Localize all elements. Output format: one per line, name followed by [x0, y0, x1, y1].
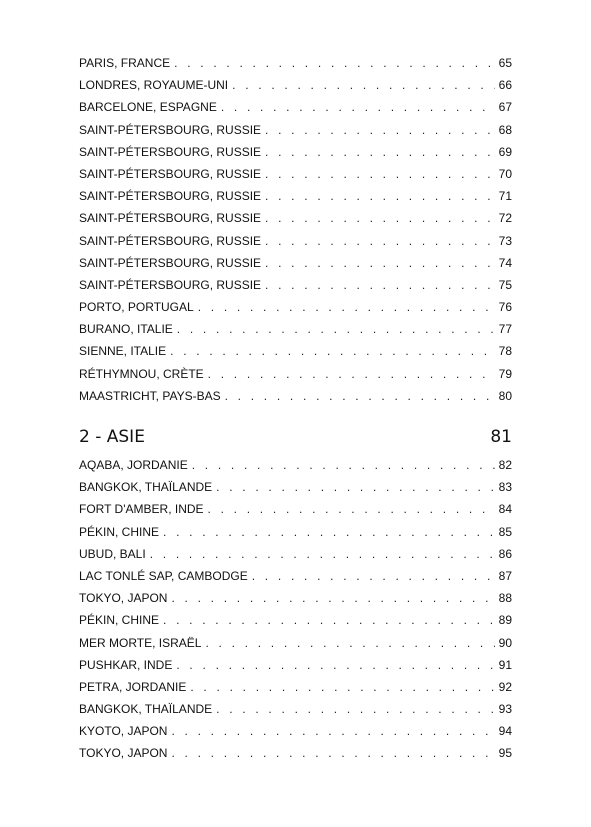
toc-entry-title: SAINT-PÉTERSBOURG, RUSSIE — [79, 211, 262, 226]
toc-entry[interactable] — [79, 742, 512, 764]
dot-leader — [221, 96, 495, 118]
toc-entry-page: 94 — [498, 724, 512, 739]
toc-entry-page: 68 — [498, 122, 512, 137]
dot-leader — [216, 476, 495, 498]
toc-entry-title: SAINT-PÉTERSBOURG, RUSSIE — [79, 122, 262, 137]
toc-entry-title: MER MORTE, ISRAËL — [79, 635, 202, 650]
toc-entry-title: BARCELONE, ESPAGNE — [79, 100, 217, 115]
toc-entry-page: 90 — [498, 635, 512, 650]
section-heading-asie[interactable] — [79, 425, 512, 449]
dot-leader — [192, 454, 495, 476]
dot-leader — [265, 207, 495, 229]
toc-entry-title: PETRA, JORDANIE — [79, 679, 187, 694]
toc-entry-page: 85 — [498, 524, 512, 539]
dot-leader — [208, 363, 495, 385]
dot-leader — [252, 565, 495, 587]
dot-leader — [265, 230, 495, 252]
toc-entry[interactable] — [79, 498, 512, 520]
toc-entry-page: 91 — [498, 657, 512, 672]
toc-entry-title: MAASTRICHT, PAYS-BAS — [79, 388, 221, 403]
dot-leader — [171, 587, 495, 609]
toc-entry-page: 77 — [498, 322, 512, 337]
toc-entry[interactable] — [79, 252, 512, 274]
dot-leader — [176, 654, 495, 676]
toc-entry-page: 80 — [498, 388, 512, 403]
toc-entry-page: 75 — [498, 277, 512, 292]
toc-entry-title: AQABA, JORDANIE — [79, 458, 188, 472]
toc-entry[interactable] — [79, 207, 512, 229]
toc-entry-page: 71 — [498, 189, 512, 204]
section-page-number: 81 — [490, 427, 512, 447]
dot-leader — [198, 296, 495, 318]
toc-entry-title: SAINT-PÉTERSBOURG, RUSSIE — [79, 144, 262, 159]
dot-leader — [265, 141, 495, 163]
toc-entry-page: 86 — [498, 546, 512, 561]
dot-leader — [265, 185, 495, 207]
toc-entry-page: 84 — [498, 502, 512, 517]
toc-entry[interactable] — [79, 587, 512, 609]
toc-entry[interactable] — [79, 141, 512, 163]
toc-entry-page: 66 — [498, 78, 512, 93]
toc-entry[interactable] — [79, 163, 512, 185]
toc-entry-title: SAINT-PÉTERSBOURG, RUSSIE — [79, 166, 262, 181]
toc-list-europe — [79, 52, 512, 407]
toc-entry[interactable] — [79, 119, 512, 141]
toc-entry-title: BANGKOK, THAÏLANDE — [79, 702, 213, 717]
toc-entry[interactable] — [79, 52, 512, 74]
toc-entry[interactable] — [79, 698, 512, 720]
toc-entry[interactable] — [79, 185, 512, 207]
toc-entry-page: 79 — [498, 366, 512, 381]
toc-entry-page: 87 — [498, 568, 512, 583]
toc-entry[interactable] — [79, 318, 512, 340]
dot-leader — [208, 498, 495, 520]
toc-entry-page: 92 — [498, 679, 512, 694]
toc-entry[interactable] — [79, 632, 512, 654]
dot-leader — [205, 632, 495, 654]
dot-leader — [163, 521, 495, 543]
toc-entry-title: PUSHKAR, INDE — [79, 657, 173, 672]
toc-entry-title: LONDRES, ROYAUME-UNI — [79, 78, 229, 93]
toc-entry-title: LAC TONLÉ SAP, CAMBODGE — [79, 568, 248, 583]
toc-entry[interactable] — [79, 454, 512, 476]
toc-entry-title: UBUD, BALI — [79, 546, 146, 561]
toc-entry-page: 89 — [498, 613, 512, 628]
section-title: 2 - ASIE — [79, 427, 145, 447]
dot-leader — [265, 163, 495, 185]
dot-leader — [265, 119, 495, 141]
toc-entry-title: SAINT-PÉTERSBOURG, RUSSIE — [79, 255, 262, 270]
toc-entry[interactable] — [79, 96, 512, 118]
toc-entry-page: 82 — [498, 458, 512, 472]
dot-leader — [265, 252, 495, 274]
dot-leader — [163, 609, 495, 631]
toc-entry[interactable] — [79, 676, 512, 698]
toc-entry-page: 78 — [498, 344, 512, 359]
toc-entry-title: PÉKIN, CHINE — [79, 613, 160, 628]
toc-entry[interactable] — [79, 654, 512, 676]
toc-entry[interactable] — [79, 385, 512, 407]
toc-entry-title: PORTO, PORTUGAL — [79, 300, 194, 315]
dot-leader — [265, 274, 495, 296]
toc-entry-title: SAINT-PÉTERSBOURG, RUSSIE — [79, 277, 262, 292]
dot-leader — [174, 52, 495, 74]
toc-entry-title: FORT D'AMBER, INDE — [79, 502, 204, 517]
toc-entry[interactable] — [79, 296, 512, 318]
toc-entry[interactable] — [79, 543, 512, 565]
toc-entry-title: TOKYO, JAPON — [79, 746, 168, 761]
toc-entry-title: SAINT-PÉTERSBOURG, RUSSIE — [79, 189, 262, 204]
toc-entry-page: 73 — [498, 233, 512, 248]
dot-leader — [177, 318, 495, 340]
toc-entry-page: 69 — [498, 144, 512, 159]
toc-entry-page: 65 — [498, 56, 512, 70]
toc-entry-title: BURANO, ITALIE — [79, 322, 173, 337]
toc-entry-title: KYOTO, JAPON — [79, 724, 168, 739]
toc-entry[interactable] — [79, 340, 512, 362]
toc-entry-page: 72 — [498, 211, 512, 226]
toc-list-asie — [79, 454, 512, 765]
toc-entry-title: TOKYO, JAPON — [79, 591, 168, 606]
toc-entry-page: 95 — [498, 746, 512, 761]
toc-entry-title: RÉTHYMNOU, CRÈTE — [79, 366, 204, 381]
dot-leader — [170, 340, 495, 362]
dot-leader — [216, 698, 495, 720]
toc-entry-page: 76 — [498, 300, 512, 315]
dot-leader — [171, 742, 495, 764]
toc-entry[interactable] — [79, 609, 512, 631]
toc-entry[interactable] — [79, 74, 512, 96]
dot-leader — [150, 543, 495, 565]
toc-entry[interactable] — [79, 230, 512, 252]
dot-leader — [190, 676, 495, 698]
toc-entry[interactable] — [79, 363, 512, 385]
toc-entry-page: 67 — [498, 100, 512, 115]
toc-entry-page: 88 — [498, 591, 512, 606]
toc-entry-title: BANGKOK, THAÏLANDE — [79, 480, 213, 495]
toc-entry[interactable] — [79, 565, 512, 587]
toc-entry-page: 74 — [498, 255, 512, 270]
toc-entry-page: 93 — [498, 702, 512, 717]
toc-entry-title: PÉKIN, CHINE — [79, 524, 160, 539]
toc-entry[interactable] — [79, 720, 512, 742]
dot-leader — [232, 74, 495, 96]
toc-entry-title: PARIS, FRANCE — [79, 56, 171, 70]
dot-leader — [225, 385, 495, 407]
dot-leader — [171, 720, 495, 742]
toc-entry-page: 83 — [498, 480, 512, 495]
toc-entry-title: SAINT-PÉTERSBOURG, RUSSIE — [79, 233, 262, 248]
toc-entry-page: 70 — [498, 166, 512, 181]
toc-entry-title: SIENNE, ITALIE — [79, 344, 167, 359]
toc-entry[interactable] — [79, 521, 512, 543]
toc-entry[interactable] — [79, 476, 512, 498]
toc-entry[interactable] — [79, 274, 512, 296]
